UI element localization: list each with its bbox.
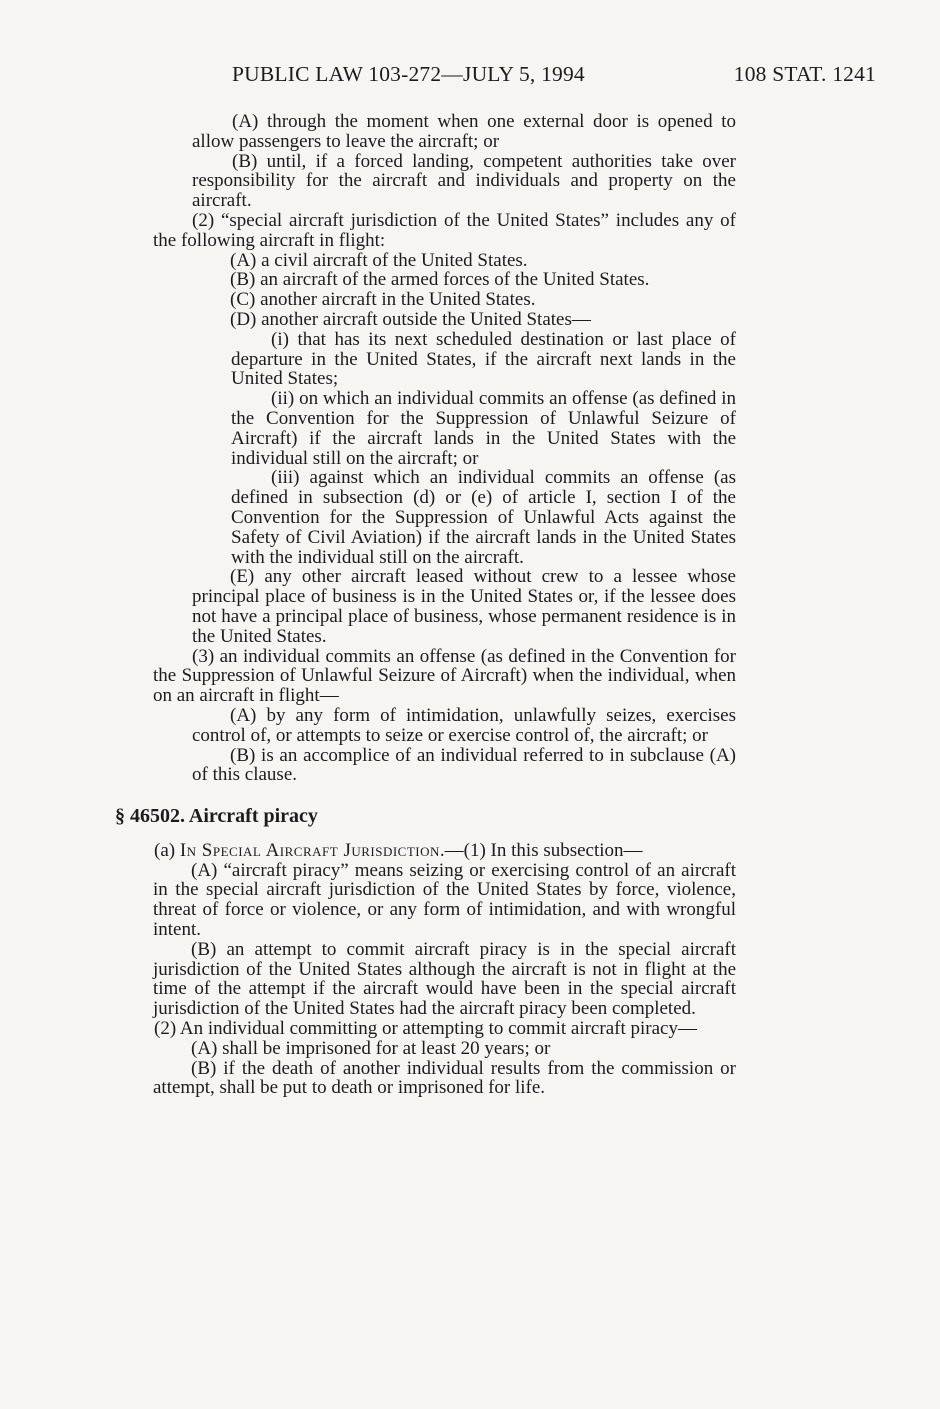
section-title: § 46502. Aircraft piracy bbox=[115, 805, 318, 828]
paragraph: (A) by any form of intimidation, unlawfully seizes, exercises control of, or attempts to seize or exercise control of, the aircraft; or bbox=[192, 704, 736, 746]
paragraph: (ii) on which an individual commits an offense (as defined in the Convention for the Suppression of Unlawful Seizure of Aircraft) if the aircraft lands in the United States with the individual still on the aircraft; or bbox=[231, 388, 736, 469]
paragraph: (B) until, if a forced landing, competent authorities take over responsibility for the aircraft and individuals and property on the aircraft. bbox=[192, 150, 736, 212]
paragraph: (E) any other aircraft leased without crew to a lessee whose principal place of business is in the United States or, if the lessee does not have a principal place of business, whose permanent residence is in the United States. bbox=[192, 566, 736, 647]
paragraph: (B) an aircraft of the armed forces of the United States. bbox=[230, 269, 650, 291]
paragraph: (B) if the death of another individual results from the commission or attempt, shall be put to death or imprisoned for life. bbox=[153, 1057, 736, 1099]
paragraph: (C) another aircraft in the United States. bbox=[230, 289, 536, 311]
paragraph: (A) through the moment when one external door is opened to allow passengers to leave the aircraft; or bbox=[192, 111, 736, 152]
subsection-a-heading bbox=[115, 841, 736, 861]
subsection-label: (a) bbox=[154, 839, 176, 861]
subsection-caption: In Special Aircraft Jurisdiction bbox=[179, 839, 440, 861]
paragraph: (A) shall be imprisoned for at least 20 years; or bbox=[191, 1037, 551, 1059]
paragraph: (iii) against which an individual commits an offense (as defined in subsection (d) or (e) of article I, section I of the Convention for the Suppression of Unlawful Acts against the Safety of Civil Aviation) if the aircraft lands in the United States with the individual still on the aircraft. bbox=[231, 467, 736, 568]
paragraph: (A) “aircraft piracy” means seizing or exercising control of an aircraft in the special aircraft jurisdiction of the United States by force, violence, threat of force or violence, or any form of intimidation, and with wrongful intent. bbox=[153, 859, 736, 941]
paragraph: (i) that has its next scheduled destination or last place of departure in the United States, if the aircraft next lands in the United States; bbox=[231, 328, 736, 390]
paragraph: (B) is an accomplice of an individual referred to in subclause (A) of this clause. bbox=[192, 744, 736, 786]
paragraph: (B) an attempt to commit aircraft piracy is in the special aircraft jurisdiction of the United States although the aircraft is not in flight at the time of the attempt if the aircraft would have been in the special aircraft jurisdiction of the United States had the aircraft piracy been completed. bbox=[153, 938, 736, 1020]
document-body bbox=[0, 112, 940, 1098]
paragraph: (2) “special aircraft jurisdiction of the United States” includes any of the following aircraft in flight: bbox=[153, 209, 736, 251]
paragraph: (2) An individual committing or attempting to commit aircraft piracy— bbox=[154, 1018, 697, 1040]
paragraph: (A) a civil aircraft of the United States. bbox=[230, 249, 528, 271]
page-header bbox=[232, 62, 876, 87]
paragraph: (D) another aircraft outside the United States— bbox=[230, 308, 591, 330]
paragraph: (3) an individual commits an offense (as defined in the Convention for the Suppression of Unlawful Seizure of Aircraft) when the individual, when on an aircraft in flight— bbox=[153, 645, 736, 707]
header-statute-page: 108 STAT. 1241 bbox=[733, 62, 876, 86]
header-law-citation: PUBLIC LAW 103-272—JULY 5, 1994 bbox=[232, 62, 585, 86]
subsection-lead-in: .—(1) In this subsection— bbox=[439, 839, 643, 861]
